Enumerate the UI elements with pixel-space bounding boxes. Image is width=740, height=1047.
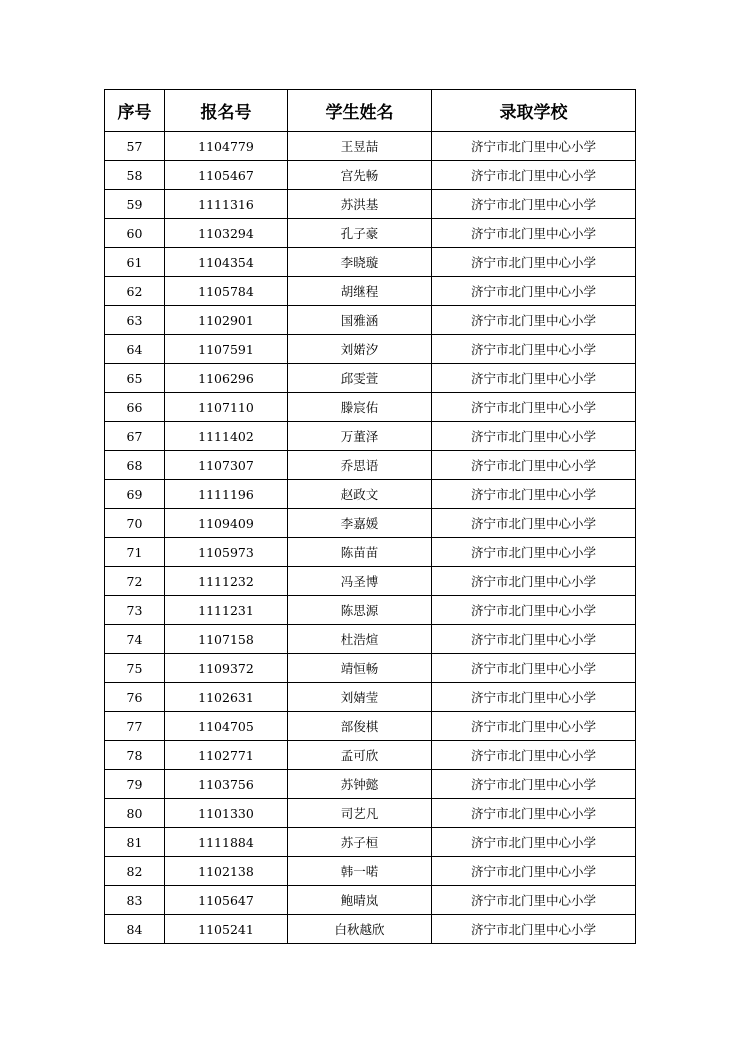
cell-student-name: 乔思语 [288, 451, 432, 480]
cell-serial-number: 65 [105, 364, 165, 393]
cell-registration-number: 1102138 [165, 857, 288, 886]
table-row [105, 335, 636, 364]
cell-registration-number: 1111402 [165, 422, 288, 451]
cell-admitted-school: 济宁市北门里中心小学 [432, 132, 636, 161]
cell-student-name: 苏洪基 [288, 190, 432, 219]
cell-serial-number: 64 [105, 335, 165, 364]
cell-student-name: 孟可欣 [288, 741, 432, 770]
cell-admitted-school: 济宁市北门里中心小学 [432, 915, 636, 944]
cell-registration-number: 1102771 [165, 741, 288, 770]
cell-student-name: 胡继程 [288, 277, 432, 306]
cell-student-name: 白秋越欣 [288, 915, 432, 944]
cell-admitted-school: 济宁市北门里中心小学 [432, 857, 636, 886]
header-serial-number: 序号 [105, 90, 165, 132]
table-row [105, 654, 636, 683]
cell-serial-number: 69 [105, 480, 165, 509]
cell-serial-number: 58 [105, 161, 165, 190]
cell-student-name: 宫先畅 [288, 161, 432, 190]
cell-registration-number: 1105467 [165, 161, 288, 190]
table-row [105, 422, 636, 451]
cell-admitted-school: 济宁市北门里中心小学 [432, 393, 636, 422]
cell-student-name: 司艺凡 [288, 799, 432, 828]
cell-registration-number: 1106296 [165, 364, 288, 393]
cell-student-name: 李晓璇 [288, 248, 432, 277]
cell-registration-number: 1111196 [165, 480, 288, 509]
cell-admitted-school: 济宁市北门里中心小学 [432, 306, 636, 335]
cell-serial-number: 66 [105, 393, 165, 422]
table-row [105, 770, 636, 799]
table-body [105, 132, 636, 944]
cell-serial-number: 74 [105, 625, 165, 654]
table-row [105, 190, 636, 219]
table-row [105, 712, 636, 741]
table-row [105, 364, 636, 393]
cell-student-name: 杜浩煊 [288, 625, 432, 654]
cell-registration-number: 1104354 [165, 248, 288, 277]
table-row [105, 741, 636, 770]
cell-student-name: 陈苗苗 [288, 538, 432, 567]
cell-registration-number: 1102631 [165, 683, 288, 712]
header-student-name: 学生姓名 [288, 90, 432, 132]
cell-serial-number: 63 [105, 306, 165, 335]
table-row [105, 567, 636, 596]
cell-registration-number: 1104779 [165, 132, 288, 161]
header-admitted-school: 录取学校 [432, 90, 636, 132]
cell-student-name: 刘婼汐 [288, 335, 432, 364]
table-row [105, 625, 636, 654]
cell-student-name: 李嘉媛 [288, 509, 432, 538]
table-row [105, 480, 636, 509]
cell-registration-number: 1104705 [165, 712, 288, 741]
table-row [105, 538, 636, 567]
cell-student-name: 苏子桓 [288, 828, 432, 857]
cell-admitted-school: 济宁市北门里中心小学 [432, 480, 636, 509]
cell-admitted-school: 济宁市北门里中心小学 [432, 335, 636, 364]
cell-registration-number: 1111231 [165, 596, 288, 625]
cell-admitted-school: 济宁市北门里中心小学 [432, 190, 636, 219]
admission-table [104, 89, 636, 944]
cell-registration-number: 1107158 [165, 625, 288, 654]
cell-admitted-school: 济宁市北门里中心小学 [432, 219, 636, 248]
table-row [105, 277, 636, 306]
cell-serial-number: 82 [105, 857, 165, 886]
cell-admitted-school: 济宁市北门里中心小学 [432, 248, 636, 277]
table-row [105, 393, 636, 422]
cell-admitted-school: 济宁市北门里中心小学 [432, 741, 636, 770]
cell-student-name: 孔子豪 [288, 219, 432, 248]
cell-admitted-school: 济宁市北门里中心小学 [432, 886, 636, 915]
cell-serial-number: 80 [105, 799, 165, 828]
table-row [105, 306, 636, 335]
cell-admitted-school: 济宁市北门里中心小学 [432, 364, 636, 393]
cell-admitted-school: 济宁市北门里中心小学 [432, 277, 636, 306]
cell-registration-number: 1111232 [165, 567, 288, 596]
cell-serial-number: 73 [105, 596, 165, 625]
admission-list-sheet [104, 89, 635, 944]
cell-registration-number: 1105241 [165, 915, 288, 944]
cell-serial-number: 71 [105, 538, 165, 567]
cell-registration-number: 1103294 [165, 219, 288, 248]
cell-serial-number: 79 [105, 770, 165, 799]
cell-registration-number: 1103756 [165, 770, 288, 799]
table-row [105, 683, 636, 712]
cell-serial-number: 72 [105, 567, 165, 596]
cell-student-name: 赵政文 [288, 480, 432, 509]
table-header-row [105, 90, 636, 132]
cell-admitted-school: 济宁市北门里中心小学 [432, 422, 636, 451]
cell-registration-number: 1105973 [165, 538, 288, 567]
table-row [105, 451, 636, 480]
table-row [105, 799, 636, 828]
table-row [105, 509, 636, 538]
cell-serial-number: 77 [105, 712, 165, 741]
cell-registration-number: 1102901 [165, 306, 288, 335]
cell-registration-number: 1111316 [165, 190, 288, 219]
cell-registration-number: 1107307 [165, 451, 288, 480]
cell-serial-number: 62 [105, 277, 165, 306]
table-row [105, 886, 636, 915]
cell-serial-number: 57 [105, 132, 165, 161]
cell-registration-number: 1101330 [165, 799, 288, 828]
cell-student-name: 滕宸佑 [288, 393, 432, 422]
cell-serial-number: 83 [105, 886, 165, 915]
table-row [105, 219, 636, 248]
cell-student-name: 苏钟懿 [288, 770, 432, 799]
table-row [105, 857, 636, 886]
cell-student-name: 鲍晴岚 [288, 886, 432, 915]
cell-serial-number: 61 [105, 248, 165, 277]
cell-registration-number: 1107591 [165, 335, 288, 364]
cell-admitted-school: 济宁市北门里中心小学 [432, 799, 636, 828]
cell-registration-number: 1111884 [165, 828, 288, 857]
cell-admitted-school: 济宁市北门里中心小学 [432, 567, 636, 596]
cell-admitted-school: 济宁市北门里中心小学 [432, 654, 636, 683]
cell-admitted-school: 济宁市北门里中心小学 [432, 538, 636, 567]
table-row [105, 596, 636, 625]
header-registration-number: 报名号 [165, 90, 288, 132]
cell-admitted-school: 济宁市北门里中心小学 [432, 770, 636, 799]
cell-serial-number: 78 [105, 741, 165, 770]
cell-registration-number: 1105784 [165, 277, 288, 306]
cell-serial-number: 67 [105, 422, 165, 451]
cell-student-name: 国雅涵 [288, 306, 432, 335]
cell-serial-number: 68 [105, 451, 165, 480]
cell-registration-number: 1105647 [165, 886, 288, 915]
cell-student-name: 万董泽 [288, 422, 432, 451]
cell-admitted-school: 济宁市北门里中心小学 [432, 828, 636, 857]
table-row [105, 132, 636, 161]
cell-registration-number: 1107110 [165, 393, 288, 422]
table-row [105, 161, 636, 190]
cell-student-name: 刘婧莹 [288, 683, 432, 712]
cell-student-name: 陈思源 [288, 596, 432, 625]
cell-serial-number: 76 [105, 683, 165, 712]
table-row [105, 915, 636, 944]
cell-serial-number: 81 [105, 828, 165, 857]
cell-student-name: 王昱喆 [288, 132, 432, 161]
cell-registration-number: 1109372 [165, 654, 288, 683]
cell-serial-number: 75 [105, 654, 165, 683]
cell-student-name: 韩一喏 [288, 857, 432, 886]
cell-student-name: 部俊棋 [288, 712, 432, 741]
cell-serial-number: 59 [105, 190, 165, 219]
cell-serial-number: 70 [105, 509, 165, 538]
cell-admitted-school: 济宁市北门里中心小学 [432, 161, 636, 190]
cell-serial-number: 84 [105, 915, 165, 944]
cell-student-name: 邱雯萱 [288, 364, 432, 393]
table-row [105, 828, 636, 857]
cell-student-name: 冯圣博 [288, 567, 432, 596]
cell-admitted-school: 济宁市北门里中心小学 [432, 509, 636, 538]
cell-admitted-school: 济宁市北门里中心小学 [432, 596, 636, 625]
cell-student-name: 靖恒畅 [288, 654, 432, 683]
cell-admitted-school: 济宁市北门里中心小学 [432, 451, 636, 480]
table-row [105, 248, 636, 277]
cell-admitted-school: 济宁市北门里中心小学 [432, 683, 636, 712]
cell-admitted-school: 济宁市北门里中心小学 [432, 625, 636, 654]
cell-registration-number: 1109409 [165, 509, 288, 538]
cell-serial-number: 60 [105, 219, 165, 248]
cell-admitted-school: 济宁市北门里中心小学 [432, 712, 636, 741]
